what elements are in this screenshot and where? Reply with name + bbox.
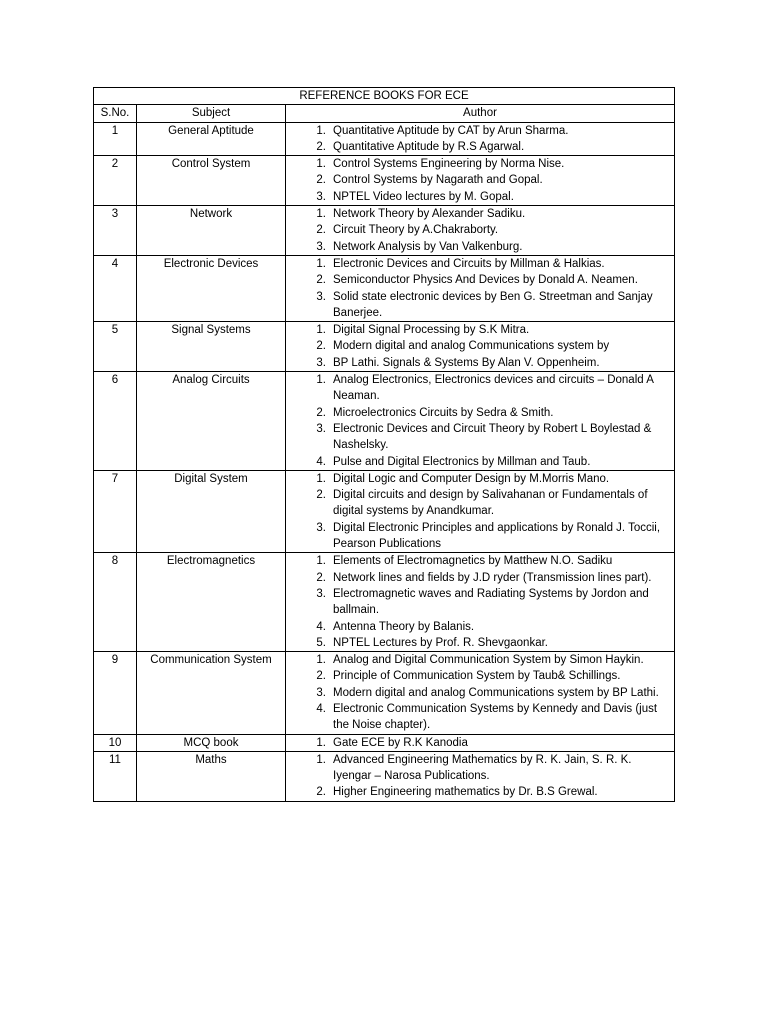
book-list-item [288, 652, 672, 668]
book-title: Digital Electronic Principles and applications by Ronald J. Toccii, Pearson Publications [333, 521, 661, 551]
row-author-cell [286, 470, 675, 552]
row-subject: General Aptitude [137, 122, 286, 156]
row-subject: Control System [137, 156, 286, 206]
book-list-item [288, 487, 672, 520]
table-row [94, 372, 675, 471]
header-author: Author [286, 105, 675, 122]
book-list-item [288, 239, 672, 255]
row-author-cell [286, 122, 675, 156]
row-sno: 8 [94, 553, 137, 652]
book-number: 1. [316, 736, 326, 749]
book-list-item [288, 355, 672, 371]
row-author-cell [286, 372, 675, 471]
book-list [288, 206, 672, 255]
book-list-item [288, 372, 672, 405]
book-list-item [288, 570, 672, 586]
book-number: 3. [316, 587, 326, 600]
row-sno: 1 [94, 122, 137, 156]
book-title: Analog Electronics, Electronics devices and circuits – Donald A Neaman. [333, 374, 654, 403]
row-author-cell [286, 156, 675, 206]
book-list-item [288, 289, 672, 322]
book-title: Advanced Engineering Mathematics by R. K. Jain, S. R. K. Iyengar – Narosa Publications. [333, 753, 632, 783]
book-title: Network Theory by Alexander Sadiku. [333, 208, 526, 221]
book-number: 1. [316, 208, 326, 221]
row-sno: 10 [94, 734, 137, 751]
book-list-item [288, 322, 672, 338]
row-author-cell [286, 734, 675, 751]
row-author-cell [286, 206, 675, 256]
book-title: Pulse and Digital Electronics by Millman and Taub. [333, 455, 591, 468]
table-row [94, 734, 675, 751]
book-title: Modern digital and analog Communications system by BP Lathi. [333, 686, 659, 699]
row-author-cell [286, 255, 675, 321]
table-row [94, 206, 675, 256]
book-list [288, 372, 672, 470]
book-number: 1. [316, 158, 326, 171]
book-list-item [288, 701, 672, 734]
table-row [94, 652, 675, 734]
row-author-cell [286, 652, 675, 734]
header-subject: Subject [137, 105, 286, 122]
book-list-item [288, 752, 672, 785]
row-subject: Digital System [137, 470, 286, 552]
book-list-item [288, 635, 672, 651]
book-title: Analog and Digital Communication System by Simon Haykin. [333, 654, 644, 667]
book-number: 2. [316, 406, 326, 419]
row-subject: Network [137, 206, 286, 256]
table-row [94, 322, 675, 372]
table-row [94, 751, 675, 801]
reference-books-document [93, 87, 675, 802]
book-title: Semiconductor Physics And Devices by Donald A. Neamen. [333, 274, 638, 287]
book-list-item [288, 553, 672, 569]
book-number: 2. [316, 274, 326, 287]
header-sno: S.No. [94, 105, 137, 122]
book-list-item [288, 685, 672, 701]
book-list-item [288, 520, 672, 553]
book-number: 5. [316, 636, 326, 649]
book-list [288, 652, 672, 733]
book-list-item [288, 405, 672, 421]
row-subject: Electromagnetics [137, 553, 286, 652]
book-title: Microelectronics Circuits by Sedra & Smith. [333, 406, 554, 419]
book-title: NPTEL Lectures by Prof. R. Shevgaonkar. [333, 636, 548, 649]
book-title: BP Lathi. Signals & Systems By Alan V. Oppenheim. [333, 356, 600, 369]
row-sno: 4 [94, 255, 137, 321]
row-author-cell [286, 553, 675, 652]
book-title: Principle of Communication System by Taub& Schillings. [333, 670, 621, 683]
row-subject: Signal Systems [137, 322, 286, 372]
book-title: Quantitative Aptitude by CAT by Arun Sharma. [333, 124, 569, 137]
book-list-item [288, 586, 672, 619]
book-number: 4. [316, 702, 326, 715]
table-row [94, 255, 675, 321]
book-number: 2. [316, 224, 326, 237]
book-list-item [288, 454, 672, 470]
book-number: 1. [316, 324, 326, 337]
book-list-item [288, 421, 672, 454]
book-title: Antenna Theory by Balanis. [333, 620, 475, 633]
book-number: 1. [316, 555, 326, 568]
book-number: 3. [316, 521, 326, 534]
book-number: 2. [316, 174, 326, 187]
book-title: Higher Engineering mathematics by Dr. B.S Grewal. [333, 786, 598, 799]
row-sno: 2 [94, 156, 137, 206]
book-number: 2. [316, 571, 326, 584]
book-list-item [288, 784, 672, 800]
book-title: Network Analysis by Van Valkenburg. [333, 240, 523, 253]
book-number: 3. [316, 686, 326, 699]
book-title: Elements of Electromagnetics by Matthew N.O. Sadiku [333, 555, 613, 568]
book-list [288, 752, 672, 801]
reference-books-table [93, 87, 675, 802]
book-number: 1. [316, 654, 326, 667]
table-row [94, 470, 675, 552]
row-sno: 9 [94, 652, 137, 734]
book-list-item [288, 272, 672, 288]
row-subject: Electronic Devices [137, 255, 286, 321]
book-number: 1. [316, 374, 326, 387]
row-author-cell [286, 322, 675, 372]
book-list [288, 735, 672, 751]
book-list [288, 123, 672, 156]
book-title: Solid state electronic devices by Ben G. Streetman and Sanjay Banerjee. [333, 290, 653, 319]
table-row [94, 553, 675, 652]
book-number: 4. [316, 455, 326, 468]
book-title: Control Systems by Nagarath and Gopal. [333, 174, 543, 187]
book-list-item [288, 735, 672, 751]
row-sno: 3 [94, 206, 137, 256]
book-number: 2. [316, 489, 326, 502]
book-title: Electronic Communication Systems by Kennedy and Davis (just the Noise chapter). [333, 702, 658, 732]
book-list-item [288, 222, 672, 238]
book-title: NPTEL Video lectures by M. Gopal. [333, 190, 514, 203]
book-title: Gate ECE by R.K Kanodia [333, 736, 468, 749]
book-list-item [288, 123, 672, 139]
book-list-item [288, 256, 672, 272]
book-list [288, 322, 672, 371]
book-list-item [288, 156, 672, 172]
row-subject: Maths [137, 751, 286, 801]
book-list [288, 471, 672, 552]
row-sno: 6 [94, 372, 137, 471]
book-title: Digital Logic and Computer Design by M.Morris Mano. [333, 472, 610, 485]
book-number: 3. [316, 240, 326, 253]
book-list-item [288, 139, 672, 155]
book-title: Digital circuits and design by Salivahanan or Fundamentals of digital systems by Anandkumar. [333, 489, 648, 518]
book-list-item [288, 172, 672, 188]
table-row [94, 122, 675, 156]
book-title: Circuit Theory by A.Chakraborty. [333, 224, 499, 237]
book-list [288, 156, 672, 205]
book-number: 4. [316, 620, 326, 633]
book-list-item [288, 338, 672, 354]
book-number: 3. [316, 356, 326, 369]
book-number: 2. [316, 670, 326, 683]
book-list-item [288, 206, 672, 222]
table-title: REFERENCE BOOKS FOR ECE [94, 88, 675, 105]
book-title: Control Systems Engineering by Norma Nise. [333, 158, 565, 171]
row-subject: MCQ book [137, 734, 286, 751]
row-sno: 7 [94, 470, 137, 552]
book-number: 3. [316, 190, 326, 203]
book-title: Electronic Devices and Circuits by Millman & Halkias. [333, 257, 605, 270]
row-sno: 11 [94, 751, 137, 801]
table-row [94, 156, 675, 206]
book-title: Quantitative Aptitude by R.S Agarwal. [333, 140, 525, 153]
book-list-item [288, 471, 672, 487]
book-list [288, 256, 672, 321]
book-number: 1. [316, 124, 326, 137]
book-number: 2. [316, 786, 326, 799]
book-number: 2. [316, 340, 326, 353]
book-number: 1. [316, 472, 326, 485]
row-subject: Communication System [137, 652, 286, 734]
row-sno: 5 [94, 322, 137, 372]
book-list [288, 553, 672, 651]
book-number: 1. [316, 257, 326, 270]
table-title-row [94, 88, 675, 105]
book-title: Electronic Devices and Circuit Theory by Robert L Boylestad & Nashelsky. [333, 422, 652, 452]
book-number: 3. [316, 422, 326, 435]
book-list-item [288, 619, 672, 635]
book-title: Network lines and fields by J.D ryder (Transmission lines part). [333, 571, 652, 584]
book-list-item [288, 189, 672, 205]
book-title: Electromagnetic waves and Radiating Systems by Jordon and ballmain. [333, 587, 649, 617]
book-title: Digital Signal Processing by S.K Mitra. [333, 324, 530, 337]
row-subject: Analog Circuits [137, 372, 286, 471]
book-number: 3. [316, 290, 326, 303]
table-header-row [94, 105, 675, 122]
book-list-item [288, 668, 672, 684]
book-title: Modern digital and analog Communications system by [333, 340, 610, 353]
row-author-cell [286, 751, 675, 801]
book-number: 2. [316, 140, 326, 153]
book-number: 1. [316, 753, 326, 766]
table-body [94, 122, 675, 801]
